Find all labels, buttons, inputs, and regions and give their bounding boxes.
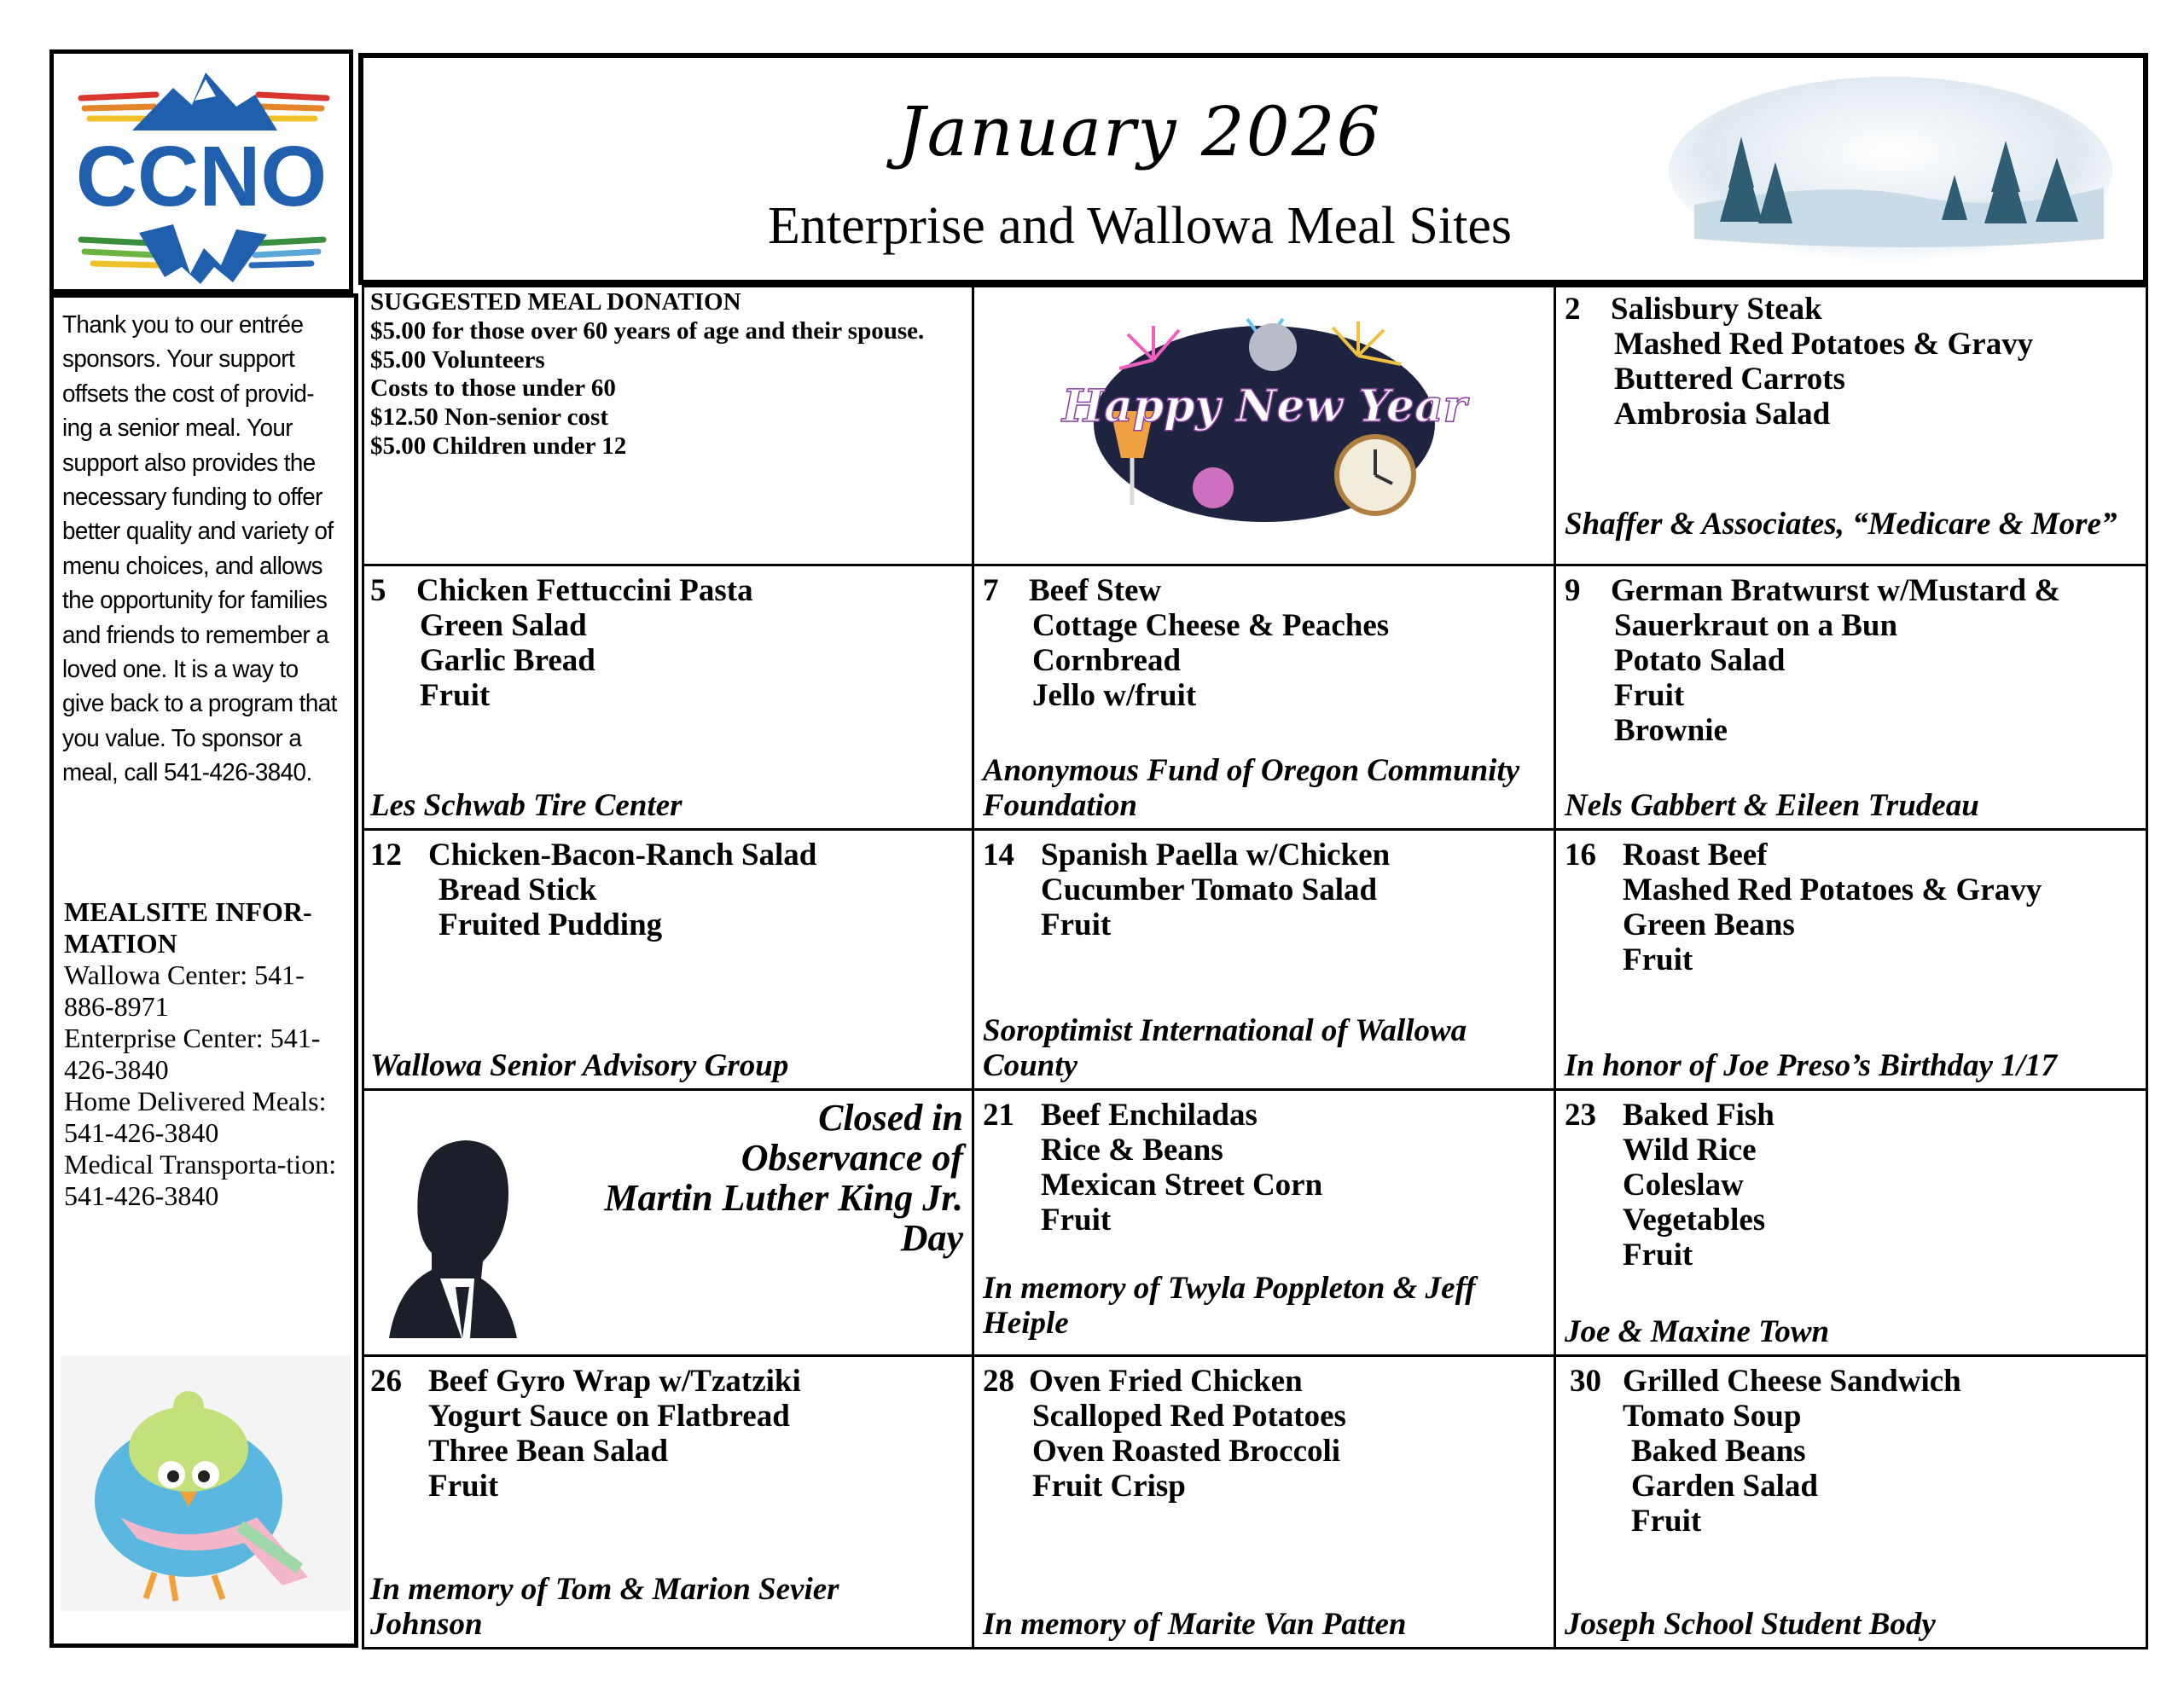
- day-number: 9: [1565, 573, 1581, 608]
- menu-item: Jello w/fruit: [1032, 678, 1197, 713]
- day-number: 14: [983, 838, 1014, 872]
- svg-text:Happy New Year: Happy New Year: [1061, 380, 1467, 432]
- donation-heading: SUGGESTED MEAL DONATION: [370, 288, 741, 316]
- meal-menu: [983, 838, 1390, 942]
- meal-sponsor: Nels Gabbert & Eileen Trudeau: [1565, 788, 1979, 823]
- day-cell: [1556, 285, 2148, 566]
- menu-item: Tomato Soup: [1623, 1399, 1802, 1434]
- menu-item: Beef Enchiladas: [1041, 1098, 1258, 1133]
- menu-item: Beef Stew: [1029, 573, 1162, 608]
- mealsite-line: 541-426-3840: [64, 1180, 219, 1211]
- meal-menu: [1565, 573, 2060, 748]
- menu-item: Chicken-Bacon-Ranch Salad: [428, 838, 817, 872]
- day-number: 30: [1570, 1364, 1601, 1399]
- mlk-closure-notice: [604, 1098, 963, 1258]
- meal-sponsor: In memory of Tom & Marion Sevier Johnson: [370, 1572, 839, 1642]
- meal-menu: [983, 1098, 1322, 1238]
- meal-sponsor: In memory of Marite Van Patten: [983, 1607, 1407, 1642]
- day-cell: [974, 1091, 1556, 1357]
- closure-line: Day: [900, 1217, 963, 1259]
- meal-menu: [370, 838, 816, 942]
- winter-bird-illustration: [61, 1355, 351, 1611]
- day-cell: [362, 831, 974, 1091]
- menu-item: Rice & Beans: [1041, 1133, 1223, 1168]
- menu-item: Vegetables: [1623, 1203, 1766, 1238]
- new-year-cell: [974, 285, 1556, 566]
- closure-line: Martin Luther King Jr.: [604, 1177, 963, 1219]
- menu-item: Brownie: [1614, 713, 1728, 748]
- mlk-portrait-illustration: [380, 1116, 526, 1338]
- day-cell: [974, 1357, 1556, 1649]
- menu-item: German Bratwurst w/Mustard &: [1611, 573, 2061, 608]
- meal-sponsor: Les Schwab Tire Center: [370, 788, 682, 823]
- menu-item: Fruit: [1041, 1203, 1112, 1238]
- menu-item: Grilled Cheese Sandwich: [1623, 1364, 1961, 1399]
- meal-sponsor: In honor of Joe Preso’s Birthday 1/17: [1565, 1048, 2057, 1083]
- donation-info: [370, 288, 950, 461]
- mealsite-line: Home Delivered Meals: 541-426-3840: [64, 1086, 327, 1148]
- mealsite-heading: MEALSITE INFOR-MATION: [64, 896, 312, 959]
- donation-line: $5.00 Volunteers: [370, 345, 545, 374]
- donation-line: $5.00 for those over 60 years of age and their spouse.: [370, 316, 925, 345]
- day-number: 12: [370, 838, 402, 872]
- menu-item: Roast Beef: [1623, 838, 1768, 872]
- menu-item: Salisbury Steak: [1611, 292, 1822, 327]
- day-number: 28: [983, 1364, 1014, 1399]
- day-number: 23: [1565, 1098, 1596, 1133]
- meal-menu: [370, 1364, 801, 1504]
- day-cell: [1556, 831, 2148, 1091]
- menu-item: Buttered Carrots: [1614, 362, 1845, 397]
- day-number: 2: [1565, 292, 1581, 327]
- page-title: January 2026: [897, 92, 1382, 171]
- menu-item: Chicken Fettuccini Pasta: [416, 573, 753, 608]
- menu-item: Mashed Red Potatoes & Gravy: [1623, 872, 2042, 907]
- sidebar: [49, 293, 358, 1648]
- menu-item: Cucumber Tomato Salad: [1041, 872, 1378, 907]
- menu-item: Three Bean Salad: [428, 1434, 668, 1469]
- menu-item: Garlic Bread: [420, 643, 595, 678]
- menu-item: Fruit: [1631, 1504, 1702, 1539]
- day-cell: [1556, 1357, 2148, 1649]
- donation-line: $5.00 Children under 12: [370, 432, 627, 460]
- meal-sponsor: Shaffer & Associates, “Medicare & More”: [1565, 507, 2117, 542]
- mealsite-line: Wallowa Center: 541-886-8971: [64, 959, 305, 1022]
- menu-item: Fruit: [428, 1469, 499, 1504]
- menu-item: Fruited Pudding: [439, 907, 663, 942]
- day-cell: [1556, 1091, 2148, 1357]
- svg-text:CCNO: CCNO: [75, 129, 328, 224]
- menu-item: Wild Rice: [1623, 1133, 1757, 1168]
- day-number: 7: [983, 573, 999, 608]
- day-cell: [362, 566, 974, 831]
- menu-item: Bread Stick: [439, 872, 597, 907]
- meal-menu: [983, 1364, 1346, 1504]
- meal-sponsor: Joseph School Student Body: [1565, 1607, 1936, 1642]
- meal-menu: [1565, 1098, 1774, 1272]
- day-number: 5: [370, 573, 386, 608]
- meal-menu: [983, 573, 1389, 713]
- meal-menu: [1565, 838, 2042, 977]
- meal-menu: [1570, 1364, 1961, 1539]
- menu-item: Fruit Crisp: [1032, 1469, 1186, 1504]
- menu-item: Oven Fried Chicken: [1029, 1364, 1303, 1399]
- menu-item: Beef Gyro Wrap w/Tzatziki: [428, 1364, 801, 1399]
- calendar-grid: [362, 285, 2148, 1649]
- page-subtitle: Enterprise and Wallowa Meal Sites: [768, 197, 1512, 255]
- menu-item: Green Beans: [1623, 907, 1795, 942]
- meal-sponsor: Joe & Maxine Town: [1565, 1314, 1830, 1349]
- menu-item: Cottage Cheese & Peaches: [1032, 608, 1390, 643]
- menu-item: Ambrosia Salad: [1614, 397, 1831, 432]
- day-cell: [974, 831, 1556, 1091]
- menu-item: Fruit: [420, 678, 491, 713]
- day-cell: [362, 1357, 974, 1649]
- closure-line: Closed in: [818, 1097, 963, 1139]
- menu-item: Coleslaw: [1623, 1168, 1744, 1203]
- meal-sponsor: Wallowa Senior Advisory Group: [370, 1048, 789, 1083]
- menu-item: Fruit: [1041, 907, 1112, 942]
- ccno-logo: [49, 49, 353, 293]
- mountain-logo-icon: [54, 54, 349, 289]
- menu-item: Fruit: [1623, 1238, 1693, 1272]
- calendar-header: [358, 53, 2148, 285]
- menu-item: Oven Roasted Broccoli: [1032, 1434, 1341, 1469]
- donation-line: Costs to those under 60: [370, 374, 616, 403]
- day-number: 16: [1565, 838, 1596, 872]
- donation-cell: [362, 285, 974, 566]
- menu-item: Baked Beans: [1631, 1434, 1806, 1469]
- meal-menu: [370, 573, 753, 713]
- meal-sponsor: Soroptimist International of Wallowa County: [983, 1013, 1467, 1083]
- menu-item: Fruit: [1623, 942, 1693, 977]
- winter-trees-illustration: [1660, 77, 2121, 273]
- mealsite-line: Enterprise Center: 541-426-3840: [64, 1023, 321, 1085]
- day-number: 26: [370, 1364, 402, 1399]
- meal-sponsor: Anonymous Fund of Oregon Community Foundation: [983, 753, 1520, 823]
- menu-item: Green Salad: [420, 608, 587, 643]
- sponsor-appeal-text: Thank you to our entrée sponsors. Your support offsets the cost of provid-ing a senior meal. Your support also provides the necessary funding to offer better quality and variety of menu choices, and allows the opportunity for families and friends to remember a loved one. It is a way to give back to a program that you value. To sponsor a meal, call 541-426-3840.: [62, 311, 337, 787]
- meal-menu: [1565, 292, 2033, 432]
- menu-item: Yogurt Sauce on Flatbread: [428, 1399, 790, 1434]
- menu-item: Garden Salad: [1631, 1469, 1818, 1504]
- mealsite-info: [64, 959, 354, 1212]
- day-number: 21: [983, 1098, 1014, 1133]
- menu-item: Spanish Paella w/Chicken: [1041, 838, 1391, 872]
- day-cell: [1556, 566, 2148, 831]
- menu-item: Baked Fish: [1623, 1098, 1774, 1133]
- menu-item: Mexican Street Corn: [1041, 1168, 1323, 1203]
- donation-line: $12.50 Non-senior cost: [370, 403, 608, 432]
- holiday-closure-cell: [362, 1091, 974, 1357]
- mealsite-line: Medical Transporta-tion:: [64, 1149, 337, 1180]
- menu-item: Fruit: [1614, 678, 1685, 713]
- menu-item: Potato Salad: [1614, 643, 1786, 678]
- menu-item: Sauerkraut on a Bun: [1614, 608, 1898, 643]
- day-cell: [974, 566, 1556, 831]
- meal-sponsor: In memory of Twyla Poppleton & Jeff Heiple: [983, 1271, 1476, 1341]
- menu-item: Mashed Red Potatoes & Gravy: [1614, 327, 2034, 362]
- happy-new-year-illustration: [1051, 309, 1478, 530]
- closure-line: Observance of: [741, 1137, 963, 1179]
- menu-item: Cornbread: [1032, 643, 1182, 678]
- menu-item: Scalloped Red Potatoes: [1032, 1399, 1346, 1434]
